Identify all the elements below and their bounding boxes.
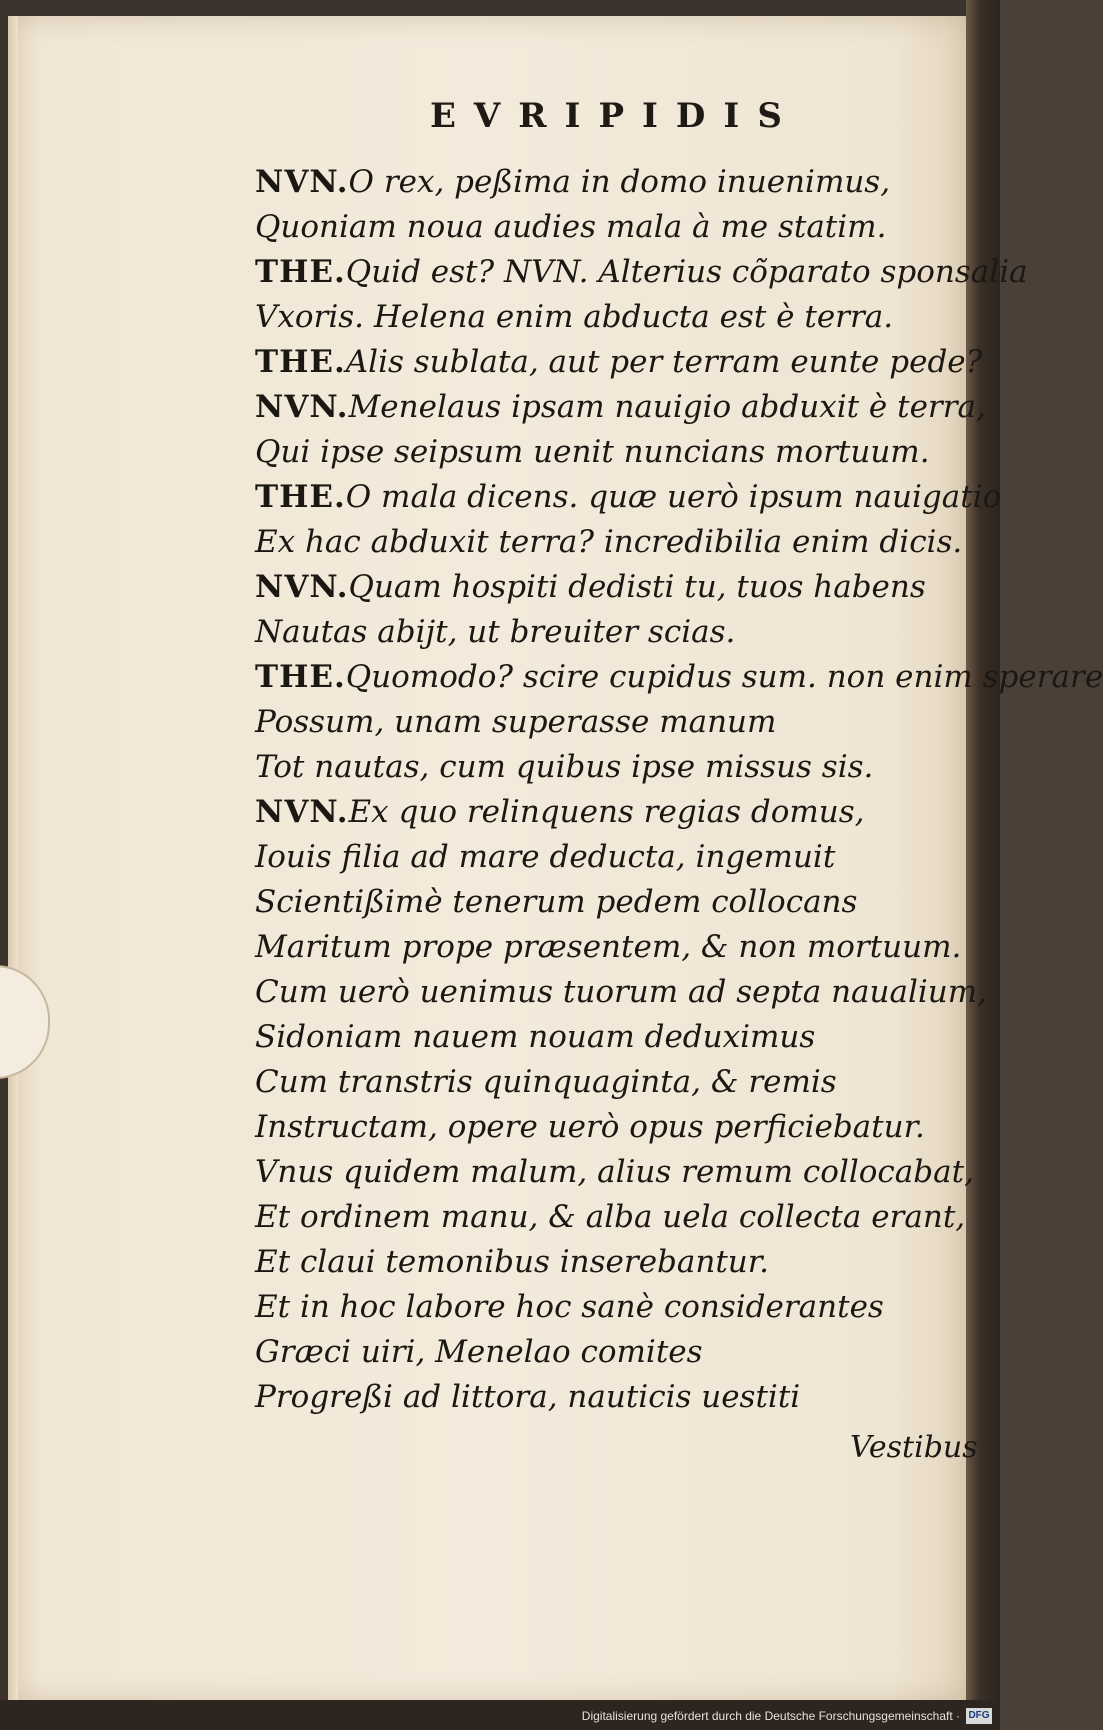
verse-line bbox=[255, 880, 955, 925]
dfg-logo: DFG bbox=[966, 1708, 992, 1724]
verse-line bbox=[255, 835, 955, 880]
speaker-label: THE. bbox=[255, 479, 346, 515]
line-text: Progreßi ad littora, nauticis uestiti bbox=[255, 1379, 801, 1415]
speaker-label: THE. bbox=[255, 344, 346, 380]
line-text: Maritum prope præsentem, & non mortuum. bbox=[255, 929, 962, 965]
line-text: Et claui temonibus inserebantur. bbox=[255, 1244, 770, 1280]
verse-line bbox=[255, 1060, 955, 1105]
verse-line bbox=[255, 565, 955, 610]
line-text: Quomodo? scire cupidus sum. non enim sperare bbox=[345, 659, 1103, 695]
verse-line bbox=[255, 1195, 966, 1240]
verse-line bbox=[255, 970, 988, 1015]
speaker-label: THE. bbox=[255, 254, 346, 290]
catchword: Vestibus bbox=[850, 1430, 978, 1465]
line-text: Vxoris. Helena enim abducta est è terra. bbox=[255, 299, 894, 335]
line-text: Tot nautas, cum quibus ipse missus sis. bbox=[255, 749, 874, 785]
verse-line bbox=[255, 385, 986, 430]
verse-line bbox=[255, 700, 955, 745]
verse-line bbox=[255, 1015, 955, 1060]
speaker-label: NVN. bbox=[255, 389, 349, 425]
line-text: Instructam, opere uerò opus perficiebatur. bbox=[255, 1109, 925, 1145]
verse-line bbox=[255, 1105, 955, 1150]
line-text: Scientißimè tenerum pedem collocans bbox=[255, 884, 858, 920]
verse-line bbox=[255, 610, 955, 655]
line-text: Cum transtris quinquaginta, & remis bbox=[255, 1064, 837, 1100]
line-text: Quoniam noua audies mala à me statim. bbox=[255, 209, 887, 245]
line-text: O rex, peßima in domo inuenimus, bbox=[348, 164, 891, 200]
line-text: Sidoniam nauem nouam deduximus bbox=[255, 1019, 816, 1055]
verse-line bbox=[255, 160, 955, 205]
verse-line bbox=[255, 1150, 974, 1195]
speaker-label: NVN. bbox=[255, 164, 349, 200]
verse-line bbox=[255, 475, 1002, 520]
speaker-label: THE. bbox=[255, 659, 346, 695]
verse-line bbox=[255, 1330, 955, 1375]
verse-line bbox=[255, 250, 1028, 295]
line-text: Iouis filia ad mare deducta, ingemuit bbox=[255, 839, 836, 875]
line-text: Nautas abijt, ut breuiter scias. bbox=[255, 614, 736, 650]
funding-credit: Digitalisierung gefördert durch die Deutsche Forschungsgemeinschaft · bbox=[581, 1709, 960, 1723]
verse-line bbox=[255, 340, 983, 385]
line-text: Qui ipse seipsum uenit nuncians mortuum. bbox=[255, 434, 930, 470]
verse-line bbox=[255, 205, 955, 250]
verse-line bbox=[255, 1375, 955, 1420]
verse-text-block bbox=[255, 160, 1103, 1420]
line-text: Quam hospiti dedisti tu, tuos habens bbox=[348, 569, 926, 605]
verse-line bbox=[255, 520, 963, 565]
line-text: O mala dicens. quæ uerò ipsum nauigatio bbox=[345, 479, 1002, 515]
line-text: Cum uerò uenimus tuorum ad septa naualium, bbox=[255, 974, 988, 1010]
verse-line bbox=[255, 1285, 955, 1330]
line-text: Alis sublata, aut per terram eunte pede? bbox=[345, 344, 983, 380]
line-text: Græci uiri, Menelao comites bbox=[255, 1334, 703, 1370]
verse-line bbox=[255, 655, 1103, 700]
line-text: Ex quo relinquens regias domus, bbox=[348, 794, 865, 830]
verse-line bbox=[255, 925, 962, 970]
line-text: Ex hac abduxit terra? incredibilia enim dicis. bbox=[255, 524, 963, 560]
line-text: Quid est? NVN. Alterius cõparato sponsalia bbox=[345, 254, 1028, 290]
line-text: Possum, unam superasse manum bbox=[255, 704, 777, 740]
speaker-label: NVN. bbox=[255, 569, 349, 605]
running-head: EVRIPIDIS bbox=[430, 96, 800, 136]
verse-line bbox=[255, 745, 955, 790]
verse-line bbox=[255, 430, 955, 475]
line-text: Menelaus ipsam nauigio abduxit è terra, bbox=[348, 389, 986, 425]
verse-line bbox=[255, 1240, 955, 1285]
line-text: Et ordinem manu, & alba uela collecta erant, bbox=[255, 1199, 966, 1235]
digitization-footer bbox=[0, 1700, 1000, 1730]
verse-line bbox=[255, 295, 955, 340]
page-gutter bbox=[8, 16, 18, 1702]
line-text: Et in hoc labore hoc sanè considerantes bbox=[255, 1289, 884, 1325]
verse-line bbox=[255, 790, 955, 835]
speaker-label: NVN. bbox=[255, 794, 349, 830]
line-text: Vnus quidem malum, alius remum collocabat, bbox=[255, 1154, 974, 1190]
